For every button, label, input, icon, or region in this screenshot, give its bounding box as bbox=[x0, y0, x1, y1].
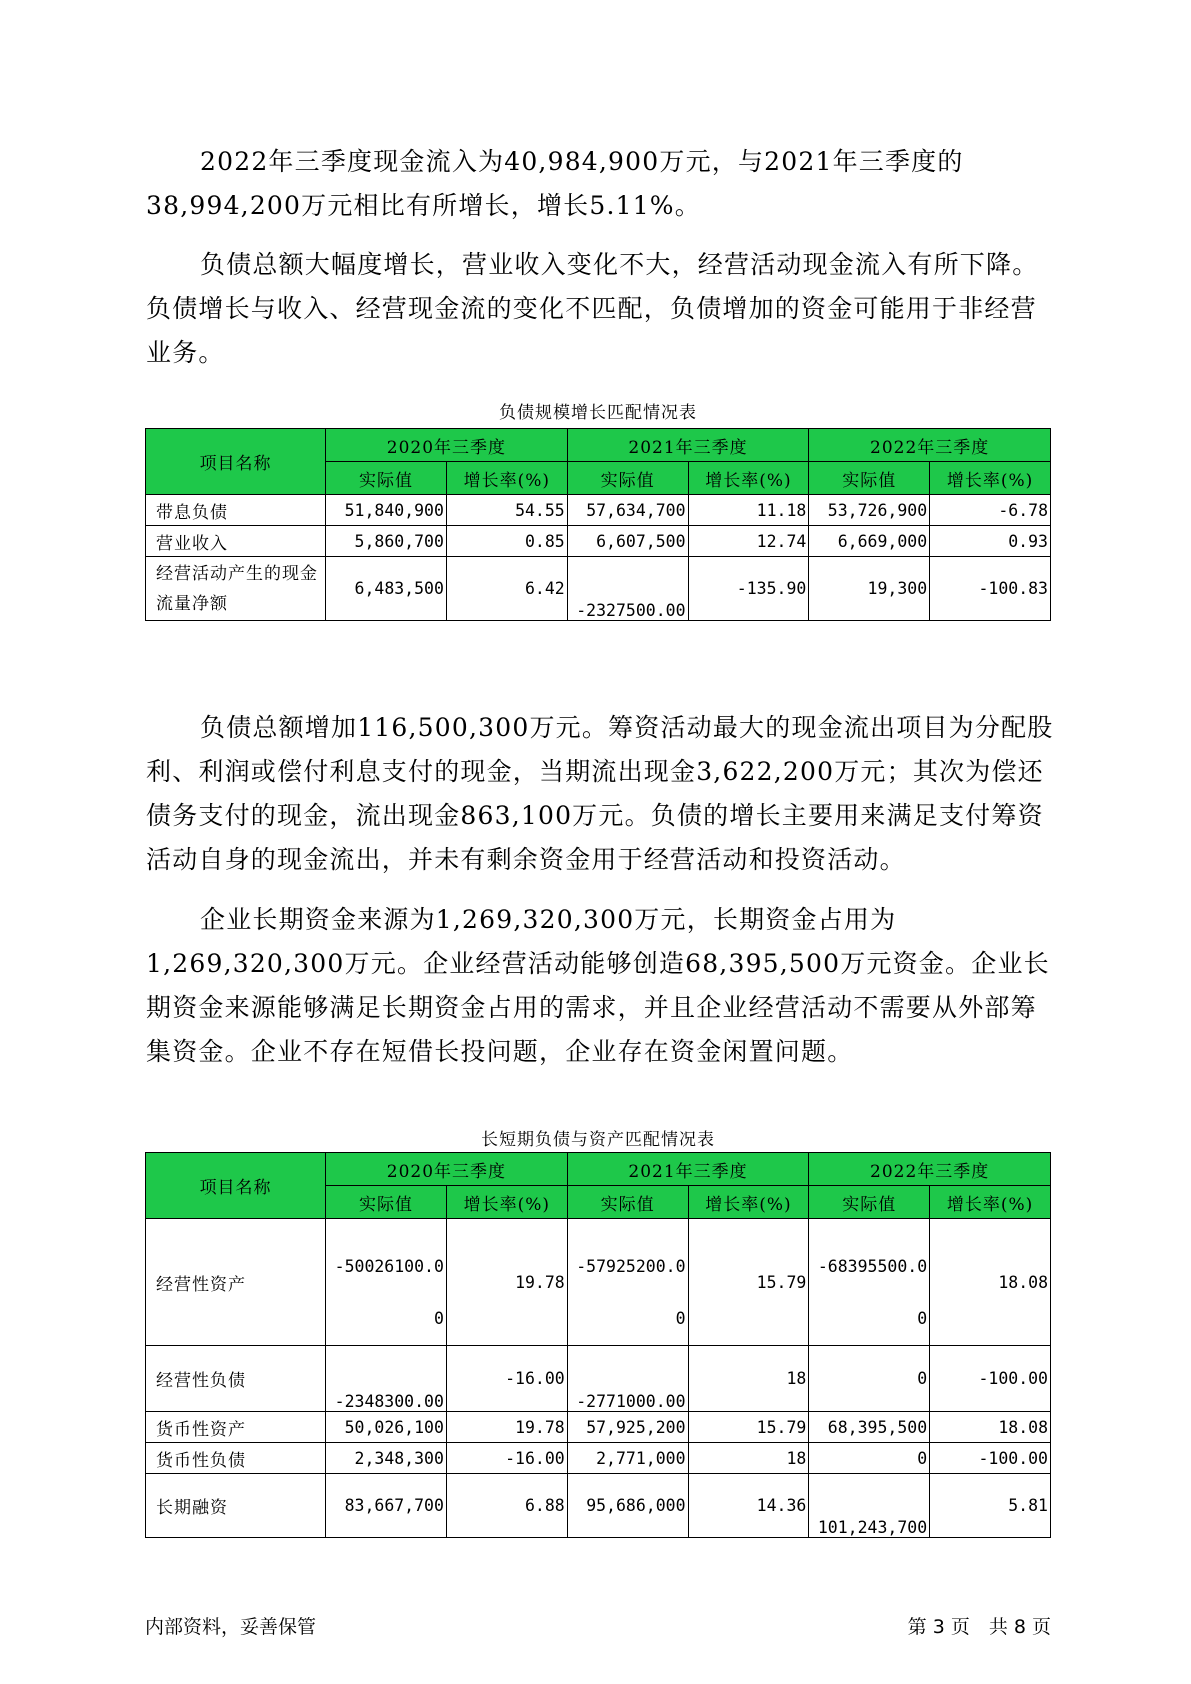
table-row bbox=[146, 526, 1051, 557]
cell: 18 bbox=[688, 1346, 809, 1412]
cell: -135.90 bbox=[688, 557, 809, 621]
cell: 15.79 bbox=[688, 1412, 809, 1443]
cell: -6.78 bbox=[930, 495, 1051, 526]
table-row bbox=[146, 1474, 1051, 1538]
cell: -100.83 bbox=[930, 557, 1051, 621]
cell: 0 bbox=[809, 1346, 930, 1412]
cell: 0 bbox=[809, 1443, 930, 1474]
growth-rate-header: 增长率(%) bbox=[446, 1186, 567, 1219]
cell: 14.36 bbox=[688, 1474, 809, 1538]
cell: 18 bbox=[688, 1443, 809, 1474]
cell: 53,726,900 bbox=[809, 495, 930, 526]
cell: 5.81 bbox=[930, 1474, 1051, 1538]
cell: 6,607,500 bbox=[567, 526, 688, 557]
cell: -100.00 bbox=[930, 1443, 1051, 1474]
growth-rate-header: 增长率(%) bbox=[446, 462, 567, 495]
growth-rate-header: 增长率(%) bbox=[688, 1186, 809, 1219]
cell: -100.00 bbox=[930, 1346, 1051, 1412]
actual-value-header: 实际值 bbox=[326, 462, 447, 495]
row-name: 营业收入 bbox=[146, 526, 326, 557]
cell: 2,771,000 bbox=[567, 1443, 688, 1474]
cell: -16.00 bbox=[446, 1346, 567, 1412]
footer-page-number: 第 3 页 共 8 页 bbox=[907, 1616, 1051, 1638]
period-header: 2021年三季度 bbox=[567, 429, 809, 462]
row-name: 货币性负债 bbox=[146, 1443, 326, 1474]
cell: 18.08 bbox=[930, 1412, 1051, 1443]
cell: 95,686,000 bbox=[567, 1474, 688, 1538]
cell: -2348300.00 bbox=[326, 1346, 447, 1412]
row-name: 经营性负债 bbox=[146, 1346, 326, 1412]
row-name: 货币性资产 bbox=[146, 1412, 326, 1443]
actual-value-header: 实际值 bbox=[567, 462, 688, 495]
cell: 15.79 bbox=[688, 1219, 809, 1346]
cell: -2771000.00 bbox=[567, 1346, 688, 1412]
item-name-header: 项目名称 bbox=[146, 1153, 326, 1219]
cell: 50,026,100 bbox=[326, 1412, 447, 1443]
cell: 54.55 bbox=[446, 495, 567, 526]
row-name: 长期融资 bbox=[146, 1474, 326, 1538]
table-row bbox=[146, 1443, 1051, 1474]
paragraph-3: 负债总额增加116,500,300万元。筹资活动最大的现金流出项目为分配股利、利润或偿付利息支付的现金，当期流出现金3,622,200万元；其次为偿还债务支付的现金，流出现金863,100万元。负债的增长主要用来满足支付筹资活动自身的现金流出，并未有剩余资金用于经营活动和投资活动。 bbox=[146, 713, 1054, 874]
paragraph-2: 负债总额大幅度增长，营业收入变化不大，经营活动现金流入有所下降。负债增长与收入、经营现金流的变化不匹配，负债增加的资金可能用于非经营业务。 bbox=[146, 250, 1039, 367]
table-row bbox=[146, 557, 1051, 621]
cell: 57,925,200 bbox=[567, 1412, 688, 1443]
period-header: 2022年三季度 bbox=[809, 1153, 1051, 1186]
item-name-header: 项目名称 bbox=[146, 429, 326, 495]
cell: 68,395,500 bbox=[809, 1412, 930, 1443]
debt-growth-table bbox=[145, 428, 1051, 621]
period-header: 2022年三季度 bbox=[809, 429, 1051, 462]
row-name: 经营性资产 bbox=[146, 1219, 326, 1346]
actual-value-header: 实际值 bbox=[326, 1186, 447, 1219]
cell: 19,300 bbox=[809, 557, 930, 621]
growth-rate-header: 增长率(%) bbox=[930, 1186, 1051, 1219]
table2-caption: 长短期负债与资产匹配情况表 bbox=[481, 1130, 715, 1150]
cell: 12.74 bbox=[688, 526, 809, 557]
actual-value-header: 实际值 bbox=[809, 1186, 930, 1219]
cell: -2327500.00 bbox=[567, 557, 688, 621]
row-name: 经营活动产生的现金流量净额 bbox=[146, 557, 326, 621]
growth-rate-header: 增长率(%) bbox=[688, 462, 809, 495]
table-row bbox=[146, 1346, 1051, 1412]
cell: 101,243,700 bbox=[809, 1474, 930, 1538]
table-row bbox=[146, 1219, 1051, 1346]
actual-value-header: 实际值 bbox=[567, 1186, 688, 1219]
cell: 6.88 bbox=[446, 1474, 567, 1538]
table-row bbox=[146, 1412, 1051, 1443]
cell: 51,840,900 bbox=[326, 495, 447, 526]
footer-confidential-note: 内部资料，妥善保管 bbox=[145, 1616, 317, 1638]
cell: 18.08 bbox=[930, 1219, 1051, 1346]
period-header: 2020年三季度 bbox=[326, 1153, 568, 1186]
cell: 2,348,300 bbox=[326, 1443, 447, 1474]
paragraph-4: 企业长期资金来源为1,269,320,300万元，长期资金占用为1,269,320,300万元。企业经营活动能够创造68,395,500万元资金。企业长期资金来源能够满足长期资金占用的需求，并且企业经营活动不需要从外部筹集资金。企业不存在短借长投问题，企业存在资金闲置问题。 bbox=[146, 905, 1050, 1066]
cell: 6,669,000 bbox=[809, 526, 930, 557]
cell: 11.18 bbox=[688, 495, 809, 526]
paragraph-1: 2022年三季度现金流入为40,984,900万元，与2021年三季度的38,994,200万元相比有所增长，增长5.11%。 bbox=[146, 147, 964, 220]
liability-asset-match-table bbox=[145, 1152, 1051, 1538]
cell: 6.42 bbox=[446, 557, 567, 621]
cell: 5,860,700 bbox=[326, 526, 447, 557]
row-name: 带息负债 bbox=[146, 495, 326, 526]
cell: -68395500.00 bbox=[809, 1219, 930, 1346]
cell: 6,483,500 bbox=[326, 557, 447, 621]
table1-caption: 负债规模增长匹配情况表 bbox=[499, 403, 697, 423]
cell: 19.78 bbox=[446, 1219, 567, 1346]
cell: -16.00 bbox=[446, 1443, 567, 1474]
cell: -57925200.00 bbox=[567, 1219, 688, 1346]
cell: -50026100.00 bbox=[326, 1219, 447, 1346]
period-header: 2020年三季度 bbox=[326, 429, 568, 462]
table-row bbox=[146, 495, 1051, 526]
growth-rate-header: 增长率(%) bbox=[930, 462, 1051, 495]
cell: 19.78 bbox=[446, 1412, 567, 1443]
cell: 83,667,700 bbox=[326, 1474, 447, 1538]
cell: 57,634,700 bbox=[567, 495, 688, 526]
cell: 0.85 bbox=[446, 526, 567, 557]
actual-value-header: 实际值 bbox=[809, 462, 930, 495]
period-header: 2021年三季度 bbox=[567, 1153, 809, 1186]
cell: 0.93 bbox=[930, 526, 1051, 557]
